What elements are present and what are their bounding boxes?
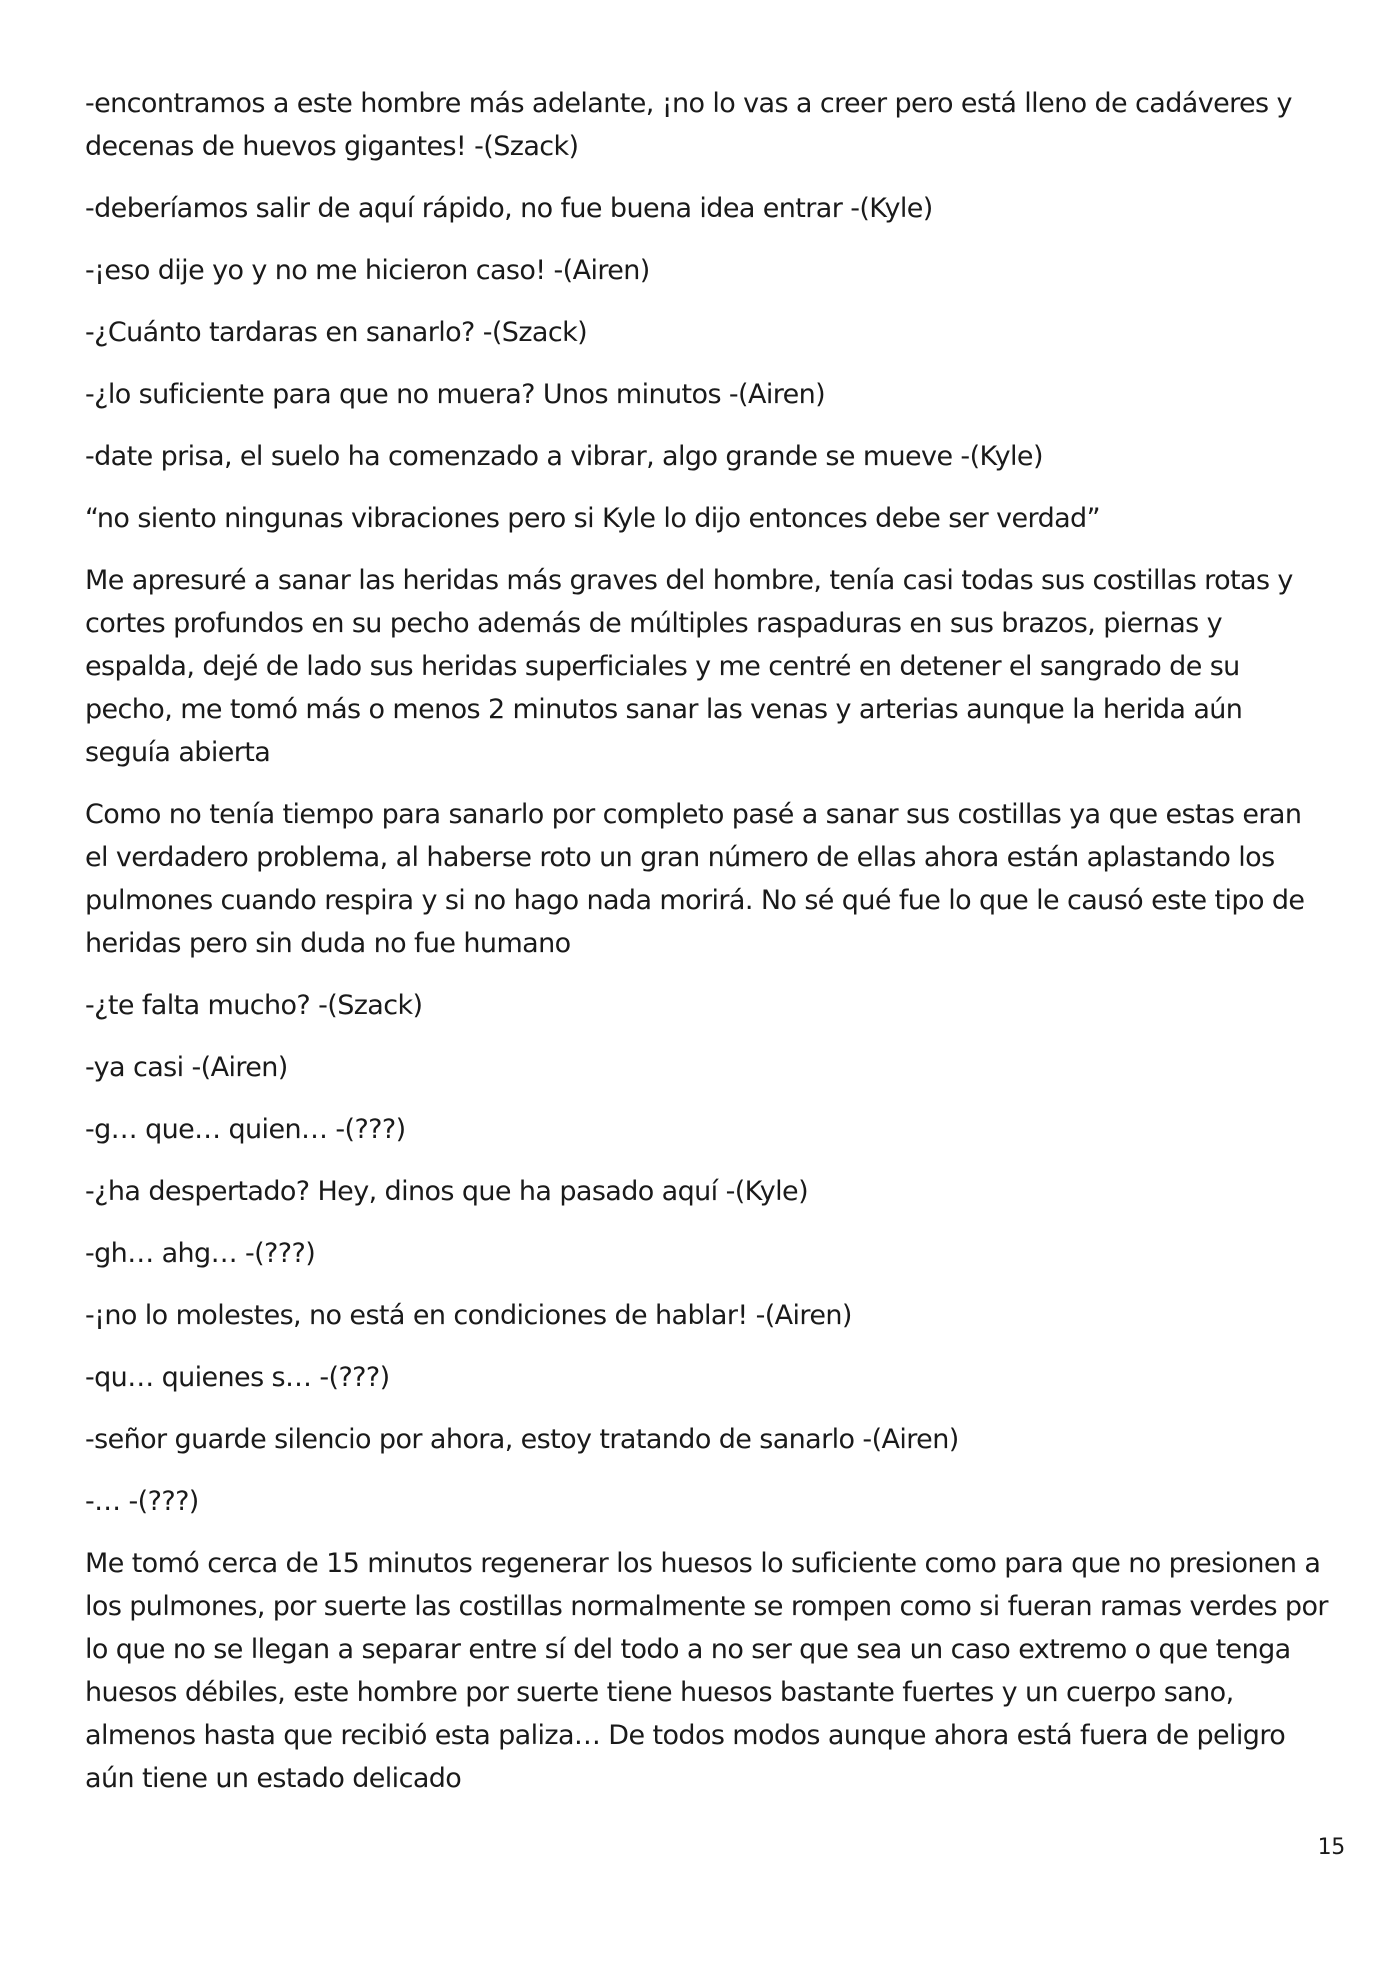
paragraph: Me tomó cerca de 15 minutos regenerar los huesos lo suficiente como para que no presionen a los pulmones, por suerte las costillas normalmente se rompen como si fueran ramas verdes por lo que no se llegan a separar entre sí del todo a no ser que sea un caso extremo o que tenga huesos débiles, este hombre por suerte tiene huesos bastante fuertes y un cuerpo sano, almenos hasta que recibió esta paliza… De todos modos aunque ahora está fuera de peligro aún tiene un estado delicado (85, 1548, 1328, 1794)
page-number: 15 (1317, 1835, 1345, 1860)
paragraph: -deberíamos salir de aquí rápido, no fue buena idea entrar -(Kyle) (85, 193, 933, 224)
paragraph: Como no tenía tiempo para sanarlo por completo pasé a sanar sus costillas ya que estas eran el verdadero problema, al haberse roto un gran número de ellas ahora están aplastando los pulmones cuando respira y si no hago nada morirá. No sé qué fue lo que le causó este tipo de heridas pero sin duda no fue humano (85, 799, 1305, 959)
paragraph: -qu… quienes s… -(???) (85, 1362, 390, 1393)
paragraph: -¿Cuánto tardaras en sanarlo? -(Szack) (85, 317, 588, 348)
document-body (85, 82, 1330, 1819)
paragraph: -g… que… quien… -(???) (85, 1114, 406, 1145)
paragraph: -¡eso dije yo y no me hicieron caso! -(Airen) (85, 255, 650, 286)
paragraph: -encontramos a este hombre más adelante, ¡no lo vas a creer pero está lleno de cadáveres y decenas de huevos gigantes! -(Szack) (85, 88, 1292, 162)
paragraph: Me apresuré a sanar las heridas más graves del hombre, tenía casi todas sus costillas rotas y cortes profundos en su pecho además de múltiples raspaduras en sus brazos, piernas y espalda, dejé de lado sus heridas superficiales y me centré en detener el sangrado de su pecho, me tomó más o menos 2 minutos sanar las venas y arterias aunque la herida aún seguía abierta (85, 565, 1293, 768)
paragraph: -¿ha despertado? Hey, dinos que ha pasado aquí -(Kyle) (85, 1176, 809, 1207)
paragraph: -¡no lo molestes, no está en condiciones de hablar! -(Airen) (85, 1300, 852, 1331)
paragraph: -ya casi -(Airen) (85, 1052, 288, 1083)
paragraph: -date prisa, el suelo ha comenzado a vibrar, algo grande se mueve -(Kyle) (85, 441, 1043, 472)
paragraph: -¿te falta mucho? -(Szack) (85, 990, 423, 1021)
paragraph: -… -(???) (85, 1486, 199, 1517)
paragraph: -gh… ahg… -(???) (85, 1238, 316, 1269)
paragraph: “no siento ningunas vibraciones pero si Kyle lo dijo entonces debe ser verdad” (85, 503, 1100, 534)
paragraph: -señor guarde silencio por ahora, estoy tratando de sanarlo -(Airen) (85, 1424, 959, 1455)
paragraph: -¿lo suficiente para que no muera? Unos minutos -(Airen) (85, 379, 826, 410)
